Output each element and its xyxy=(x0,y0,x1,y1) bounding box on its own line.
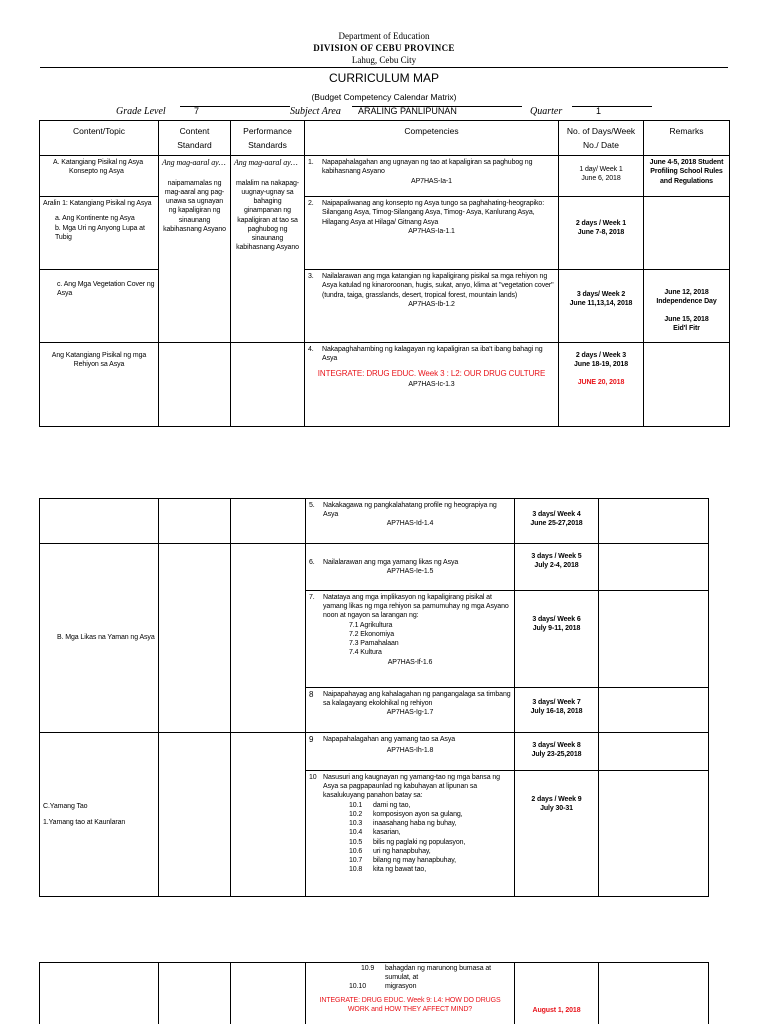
days-cell xyxy=(559,270,644,343)
competency-text: Napapahalagahan ang ugnayan ng tao at kapaligiran sa paghubog ng kabihasnang Asyano xyxy=(322,159,533,176)
date-value: July 9-11, 2018 xyxy=(532,625,581,633)
topic-cell xyxy=(40,499,159,544)
days-cell xyxy=(559,343,644,427)
col-competencies: Competencies xyxy=(305,121,559,156)
competency-cell xyxy=(305,156,559,197)
content-standard-cell xyxy=(159,963,231,1024)
competency-code: AP7HAS-Ic-1.3 xyxy=(408,380,455,388)
remarks-cell xyxy=(644,343,730,427)
competency-cell xyxy=(306,963,515,1024)
quarter-label: Quarter xyxy=(530,106,563,117)
table-row xyxy=(40,544,709,591)
table-row xyxy=(40,343,730,427)
curriculum-table-2 xyxy=(39,498,709,897)
table-row xyxy=(40,733,709,771)
page-subtitle: (Budget Competency Calendar Matrix) xyxy=(311,92,457,102)
date-integrate: August 1, 2018 xyxy=(532,1007,581,1014)
competency-code: AP7HAS-Ib-1.2 xyxy=(408,300,455,308)
sub-item-number: 10.2 xyxy=(349,810,363,818)
sub-item-number: 10.6 xyxy=(349,847,363,855)
topic-kontinente: a. Ang Kontinente ng Asya xyxy=(55,215,135,223)
competency-text: Napapahalagahan ang yamang tao sa Asya xyxy=(323,736,456,743)
performance-standard-cell xyxy=(231,544,306,733)
competency-text: Nakapaghahambing ng kalagayan ng kapaligiran sa iba't ibang bahagi ng Asya xyxy=(322,346,543,363)
table-row xyxy=(40,963,709,1024)
competency-cell xyxy=(306,688,515,733)
competency-number: 3. xyxy=(308,273,314,281)
sub-item-text: bilis ng paglaki ng populasyon, xyxy=(373,838,466,846)
remarks-cell xyxy=(599,733,709,771)
competency-code: AP7HAS-Id-1.4 xyxy=(386,520,434,528)
list-item: 7.3 Pamahalaan xyxy=(349,640,399,648)
days-value: 2 days / Week 1 xyxy=(575,220,627,228)
remarks-line: June 12, 2018 xyxy=(664,289,709,297)
topic-yamang-tao: C.Yamang Tao xyxy=(43,803,88,811)
competency-cell xyxy=(305,270,559,343)
performance-standard-cell xyxy=(231,499,306,544)
date-value: June 7-8, 2018 xyxy=(577,229,625,237)
competency-code: AP7HAS-Ig-1.7 xyxy=(386,709,434,717)
topic-cell xyxy=(40,733,159,897)
sub-item-number: 10.7 xyxy=(349,857,363,865)
competency-code: AP7HAS-Ia-1 xyxy=(411,177,452,185)
integrate-note: INTEGRATE: DRUG EDUC. Week 3 : L2: OUR DRUG CULTURE xyxy=(317,368,546,378)
content-standard-cell xyxy=(159,156,231,343)
col-content-topic: Content/Topic xyxy=(40,121,159,156)
col-performance-standards: Performance Standards xyxy=(231,121,305,156)
days-cell xyxy=(515,771,599,897)
content-standard-cell xyxy=(159,343,231,427)
sub-item-number: 10.10 xyxy=(349,983,367,991)
list-item: 7.4 Kultura xyxy=(349,649,382,657)
topic-cell: Ang Katangiang Pisikal ng mga Rehiyon sa Asya xyxy=(40,343,159,427)
days-cell xyxy=(559,197,644,270)
competency-number: 7. xyxy=(309,594,315,601)
topic-cell xyxy=(40,544,159,733)
days-value: 3 days / Week 5 xyxy=(531,553,582,560)
competency-code: AP7HAS-Ih-1.8 xyxy=(386,746,434,754)
competency-cell xyxy=(306,771,515,897)
competency-text: Nailalarawan ang mga yamang likas ng Asya xyxy=(323,559,459,566)
days-cell xyxy=(515,591,599,688)
date-value: July 30-31 xyxy=(540,805,573,813)
col-content-standard: Content Standard xyxy=(159,121,231,156)
remarks-line: Eid'l Fitr xyxy=(673,324,700,332)
topic-cell xyxy=(40,270,159,343)
date-value: July 23-25,2018 xyxy=(531,751,582,759)
date-integrate: JUNE 20, 2018 xyxy=(577,378,625,386)
remarks-cell xyxy=(599,771,709,897)
days-value: 1 day/ Week 1 xyxy=(579,166,623,174)
sub-item-text: dami ng tao, xyxy=(373,801,411,809)
department-name: Department of Education xyxy=(338,31,430,41)
table-row xyxy=(40,499,709,544)
topic-anyong-lupa: b. Mga Uri ng Anyong Lupa at Tubig xyxy=(55,224,145,241)
days-value: 3 days/ Week 7 xyxy=(532,699,581,706)
integrate-note: INTEGRATE: DRUG EDUC. Week 9: L4: HOW DO DRUGS WORK and HOW THEY AFFECT MIND? xyxy=(319,996,501,1013)
curriculum-table-1 xyxy=(39,120,730,427)
col-remarks: Remarks xyxy=(644,121,730,156)
sub-item-text: uri ng hanapbuhay, xyxy=(373,847,431,855)
days-value: 2 days / Week 9 xyxy=(531,796,582,803)
competency-cell xyxy=(305,343,559,427)
col-days-week: No. of Days/Week No./ Date xyxy=(559,121,644,156)
topic-cell xyxy=(40,197,159,270)
header-rule xyxy=(40,67,728,68)
content-standard-cell xyxy=(159,733,231,897)
performance-standard-cell xyxy=(231,963,306,1024)
competency-code: AP7HAS-Ie-1.5 xyxy=(386,568,434,576)
table-header-row xyxy=(40,121,730,156)
sub-item-text: bilang ng may hanapbuhay, xyxy=(373,857,456,865)
division-name: DIVISION OF CEBU PROVINCE xyxy=(313,43,455,53)
subject-value: ARALING PANLIPUNAN xyxy=(358,106,457,116)
competency-code: AP7HAS-Ia-1.1 xyxy=(408,227,455,235)
performance-standard-intro: Ang mag-aaral ay… xyxy=(234,158,298,168)
competency-text: Naipapaliwanag ang konsepto ng Asya tungo sa paghahating-heograpiko: Silangang Asya, Timog-Silangang Asya, Timog- Asya, Kanlurang Asya, Hilagang Asya at Hilaga/ Gitnang Asya xyxy=(322,200,545,226)
date-value: July 16-18, 2018 xyxy=(530,708,583,716)
sub-item-text: bahagdan ng marunong bumasa at sumulat, at xyxy=(385,965,491,982)
competency-cell xyxy=(306,733,515,771)
quarter-value: 1 xyxy=(596,106,602,116)
date-value: June 18-19, 2018 xyxy=(573,361,629,369)
competency-number: 1. xyxy=(308,159,314,167)
sub-item-text: migrasyon xyxy=(385,983,417,991)
content-standard-cell xyxy=(159,544,231,733)
date-value: June 25-27,2018 xyxy=(530,520,583,528)
remarks-line: June 15, 2018 xyxy=(664,315,709,323)
competency-text: Natataya ang mga implikasyon ng kapaligirang pisikal at yamang likas ng mga rehiyon sa pamumuhay ng mga Asyano noon at ngayon sa larangan ng: xyxy=(323,594,509,620)
competency-text: Nakakagawa ng pangkalahatang profile ng heograpiya ng Asya xyxy=(323,502,497,519)
remarks-cell xyxy=(599,591,709,688)
performance-standard-text: malalim na nakapag-uugnay-ugnay sa bahaging ginampanan ng kapaligiran at tao sa paghubog ng sinaunang kabihasnang Asyano xyxy=(235,179,300,252)
topic-likas-na-yaman: B. Mga Likas na Yaman ng Asya xyxy=(57,634,155,642)
remarks-cell: June 4-5, 2018 Student Profiling School Rules and Regulations xyxy=(644,156,730,197)
content-standard-cell xyxy=(159,499,231,544)
competency-cell xyxy=(306,499,515,544)
performance-standard-cell xyxy=(231,156,305,343)
remarks-cell xyxy=(599,544,709,591)
table-row xyxy=(40,270,730,343)
list-item: 7.1 Agrikultura xyxy=(349,621,393,629)
grade-label: Grade Level xyxy=(116,106,166,117)
performance-standard-cell xyxy=(231,733,306,897)
competency-number: 8 xyxy=(309,690,314,699)
content-standard-intro: Ang mag-aaral ay… xyxy=(162,158,226,168)
topic-aralin-1: Aralin 1: Katangiang Pisikal ng Asya xyxy=(43,200,152,208)
subject-label: Subject Area xyxy=(290,106,341,117)
days-cell xyxy=(515,544,599,591)
sub-item-number: 10.3 xyxy=(349,820,363,828)
remarks-line: Independence Day xyxy=(656,298,717,306)
sub-item-text: kasarian, xyxy=(373,829,401,837)
competency-text: Nailalarawan ang mga katangian ng kapaligirang pisikal sa mga rehiyon ng Asya katulad ng kinaroroonan, hugis, sukat, anyo, klima at "vegetation cover" (tundra, taiga, grasslands, desert, tropical forest, mountain lands) xyxy=(322,273,554,299)
date-value: June 11,13,14, 2018 xyxy=(569,300,633,308)
competency-number: 5. xyxy=(309,502,315,509)
date-value: July 2-4, 2018 xyxy=(534,562,579,570)
competency-text: Naipapahayag ang kahalagahan ng pangangalaga sa timbang sa kalagayang ekolohikal ng rehiyon xyxy=(323,691,511,708)
days-value: 3 days/ Week 6 xyxy=(532,616,581,623)
topic-konsepto: Konsepto ng Asya xyxy=(69,168,124,176)
topic-cell xyxy=(40,156,159,197)
list-item: 7.2 Ekonomiya xyxy=(349,630,395,638)
topic-cell xyxy=(40,963,159,1024)
date-value: June 6, 2018 xyxy=(581,175,621,183)
meta-line xyxy=(0,106,768,120)
competency-number: 4. xyxy=(308,346,314,354)
days-value: 3 days/ Week 2 xyxy=(576,291,626,299)
sub-item-number: 10.1 xyxy=(349,801,363,809)
table-row xyxy=(40,197,730,270)
table-row xyxy=(40,156,730,197)
days-value: 3 days/ Week 8 xyxy=(532,742,581,749)
competency-number: 2. xyxy=(308,200,314,208)
remarks-cell xyxy=(644,197,730,270)
sub-item-list xyxy=(309,801,511,875)
sub-item-number: 10.8 xyxy=(349,866,363,874)
location: Lahug, Cebu City xyxy=(351,55,417,65)
sub-item-text: kita ng bawat tao, xyxy=(373,866,427,874)
curriculum-table-3 xyxy=(39,962,709,1024)
competency-code: AP7HAS-If-1.6 xyxy=(387,658,433,666)
competency-number: 9 xyxy=(309,735,314,744)
topic-vegetation-cover: c. Ang Mga Vegetation Cover ng Asya xyxy=(57,281,155,298)
days-cell xyxy=(515,733,599,771)
competency-number: 6. xyxy=(309,559,315,566)
sub-item-number: 10.5 xyxy=(349,838,363,846)
quarter-underline xyxy=(572,106,652,107)
days-value: 3 days/ Week 4 xyxy=(532,511,581,518)
sub-item-text: komposisyon ayon sa gulang, xyxy=(373,810,463,818)
topic-yamang-tao-kaunlaran: 1.Yamang tao at Kaunlaran xyxy=(43,818,126,826)
page-title: CURRICULUM MAP xyxy=(328,71,439,85)
days-cell xyxy=(515,688,599,733)
remarks-cell xyxy=(599,963,709,1024)
competency-cell xyxy=(306,544,515,591)
days-cell xyxy=(515,499,599,544)
topic-katangiang-pisikal: A. Katangiang Pisikal ng Asya xyxy=(53,159,144,167)
days-value: 2 days / Week 3 xyxy=(575,352,627,360)
competency-number: 10 xyxy=(309,774,317,781)
content-standard-text: naipamamalas ng mag-aaral ang pag-unawa sa ugnayan ng kapaligiran ng sinaunang kabihasnang Asyano xyxy=(163,179,226,233)
remarks-cell xyxy=(599,688,709,733)
competency-cell xyxy=(306,591,515,688)
competency-cell xyxy=(305,197,559,270)
days-cell xyxy=(515,963,599,1024)
remarks-cell xyxy=(599,499,709,544)
remarks-cell xyxy=(644,270,730,343)
sub-item-text: inaasahang haba ng buhay, xyxy=(373,820,457,828)
performance-standard-cell xyxy=(231,343,305,427)
sub-item-number: 10.9 xyxy=(361,965,375,972)
days-cell xyxy=(559,156,644,197)
grade-value: 7 xyxy=(194,106,200,116)
sub-item-number: 10.4 xyxy=(349,829,363,837)
competency-text: Nasusuri ang kaugnayan ng yamang-tao ng mga bansa ng Asya sa pagpapaunlad ng kabuhayan at lipunan sa kasalukuyang panahon batay sa: xyxy=(323,774,500,800)
